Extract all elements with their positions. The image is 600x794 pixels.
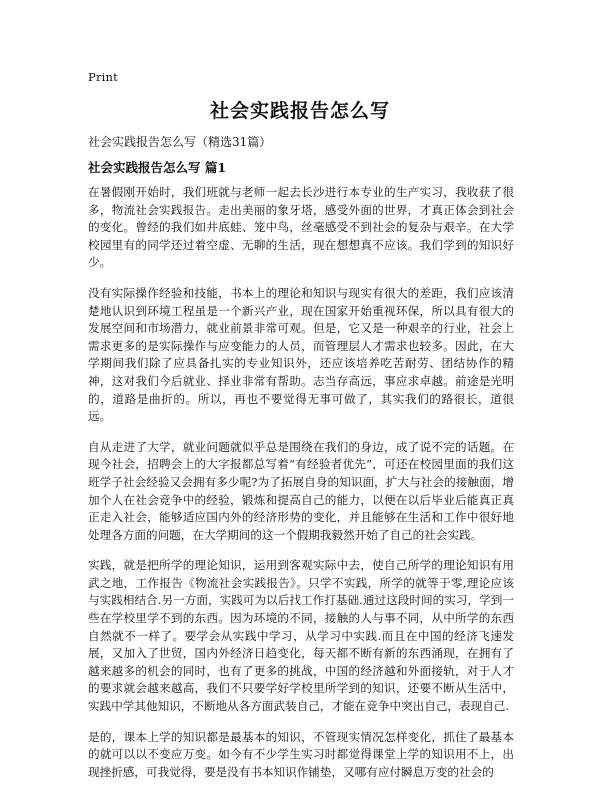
section-heading: 社会实践报告怎么写 篇1 [88, 160, 227, 175]
document-subtitle: 社会实践报告怎么写（精选31篇） [88, 135, 272, 149]
article-body [88, 184, 514, 794]
paragraph-4: 实践，就是把所学的理论知识，运用到客观实际中去，使自己所学的理论知识有用武之地，工作报告《物流社会实践报告》。只学不实践，所学的就等于零,理论应该与实践相结合.另一方面，实践可为以后找工作打基础.通过这段时间的实习，学到一些在学校里学不到的东西。因为环境的不同，接触的人与事不同，从中所学的东西自然就不一样了。要学会从实践中学习，从学习中实践.而且在中国的经济飞速发展，又加入了世贸，国内外经济日趋变化，每天都不断有新的东西涌现，在拥有了越来越多的机会的同时，也有了更多的挑战，中国的经济越和外面接轨，对于人才的要求就会越来越高，我们不只要学好学校里所学到的知识，还要不断从生活中，实践中学其他知识，不断地从各方面武装自己，才能在竞争中突出自己，表现自己. [88, 558, 514, 714]
document-title: 社会实践报告怎么写 [209, 100, 390, 122]
paragraph-1: 在暑假刚开始时，我们班就与老师一起去长沙进行本专业的生产实习，我收获了很多，物流社会实践报告。走出美丽的象牙塔，感受外面的世界，才真正体会到社会的变化。曾经的我们如井底蛙、笼中鸟，丝毫感受不到社会的复杂与艰辛。在大学校园里有的同学还过着空虚、无聊的生活，现在想想真不应该。我们学到的知识好少。 [88, 185, 514, 270]
paragraph-5: 是的，课本上学的知识都是最基本的知识，不管现实情况怎样变化，抓住了最基本的就可以以不变应万变。如今有不少学生实习时都觉得课堂上学的知识用不上，出现挫折感，可我觉得，要是没有书本知识作铺垫，又哪有应付瞬息万变的社会的 [88, 729, 514, 779]
paragraph-2: 没有实际操作经验和技能，书本上的理论和知识与现实有很大的差距，我们应该清楚地认识到环境工程虽是一个新兴产业，现在国家开始重视环保，所以具有很大的发展空间和市场潜力，就业前景非常可观。但是，它又是一种艰辛的行业，社会上需求更多的是实际操作与应变能力的人员，而管理层人才需求也较多。因此，在大学期间我们除了应具备扎实的专业知识外，还应该培养吃苦耐劳、团结协作的精神，这对我们今后就业、择业非常有帮助。志当存高远，事应求卓越。前途是光明的，道路是曲折的。所以，再也不要觉得无事可做了，其实我们的路很长，道很远。 [88, 285, 514, 424]
paragraph-3: 自从走进了大学，就业问题就似乎总是围绕在我们的身边，成了说不完的话题。在现今社会，招聘会上的大字报都总写着“有经验者优先”，可还在校园里面的我们这班学子社会经验又会拥有多少呢?为了拓展自身的知识面，扩大与社会的接触面，增加个人在社会竞争中的经验，锻炼和提高自己的能力，以便在以后毕业后能真正真正走入社会，能够适应国内外的经济形势的变化，并且能够在生活和工作中很好地处理各方面的问题，在大学期间的这一个假期我毅然开始了自己的社会实践。 [88, 439, 514, 542]
print-label: Print [88, 70, 118, 84]
